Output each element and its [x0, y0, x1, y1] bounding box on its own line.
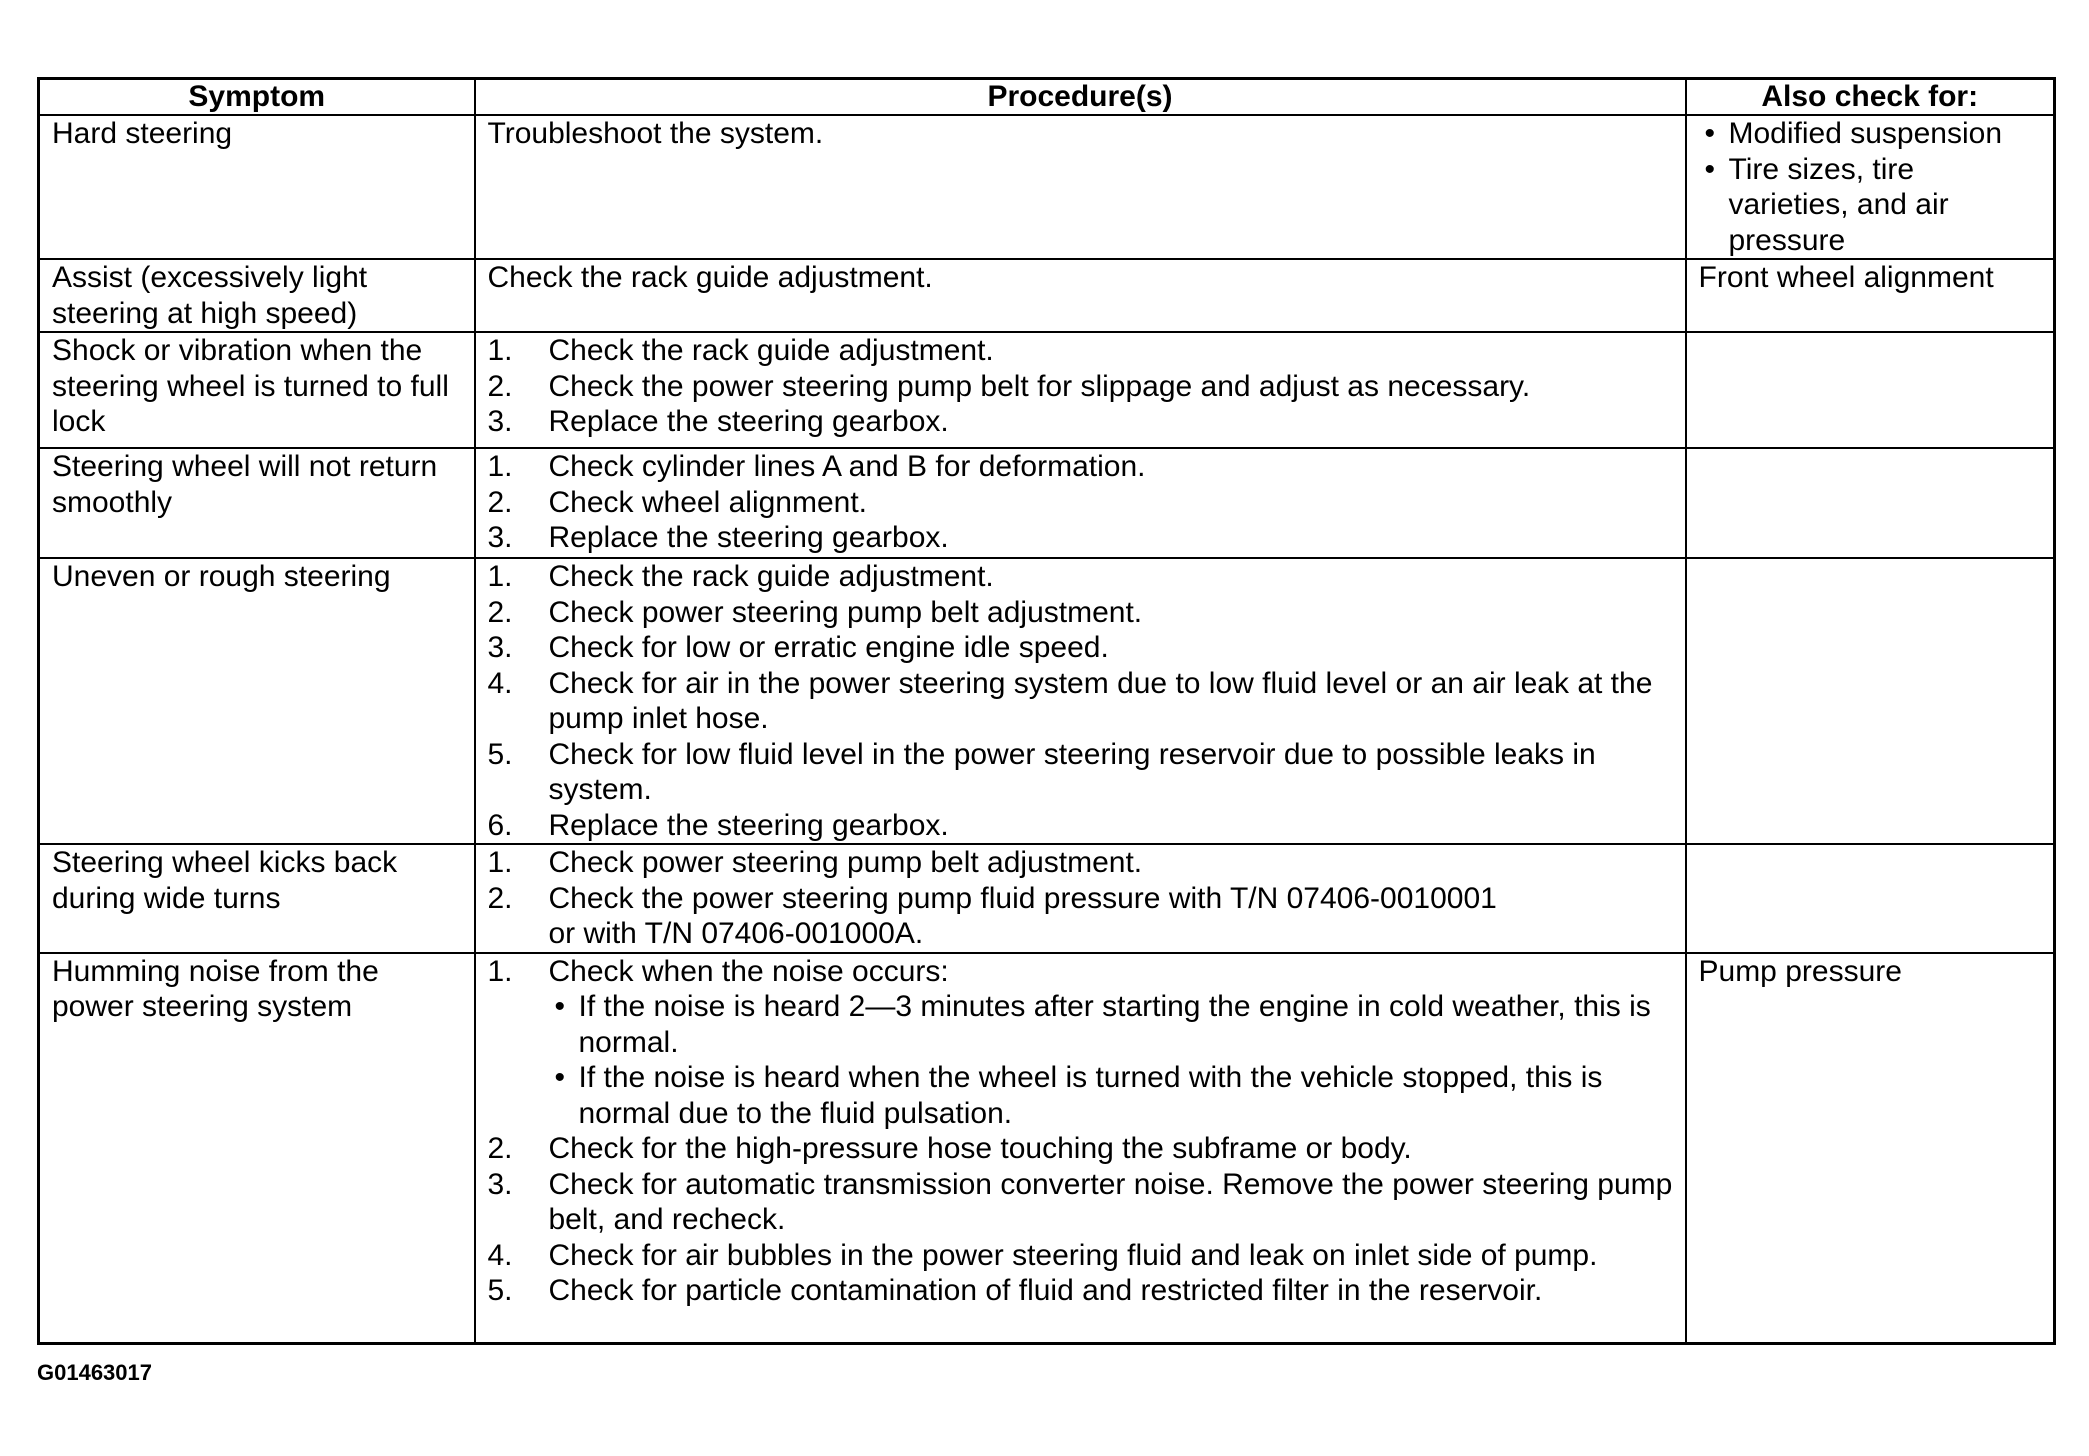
step-number: 5. [487, 737, 513, 771]
procedure-cell [475, 332, 1686, 448]
list-item [488, 1167, 1673, 1238]
also-check-cell: Pump pressure [1686, 953, 2055, 1344]
also-check-cell [1686, 332, 2055, 448]
step-text: Replace the steering gearbox. [548, 808, 949, 842]
step-text: Check the rack guide adjustment. [548, 560, 994, 593]
list-item [488, 737, 1673, 808]
troubleshooting-table [37, 77, 2056, 1345]
list-item [488, 449, 1673, 485]
step-text: Check for air bubbles in the power steering fluid and leak on inlet side of pump. [548, 1238, 1598, 1272]
table-row [39, 844, 2055, 953]
step-text: Check for automatic transmission converter noise. Remove the power steering pump belt, and recheck. [548, 1167, 1673, 1236]
symptom-cell: Steering wheel kicks back during wide turns [39, 844, 475, 953]
step-text: Check for air in the power steering system due to low fluid level or an air leak at the pump inlet hose. [548, 666, 1653, 735]
list-item [488, 845, 1673, 881]
also-check-list [1699, 116, 2042, 258]
also-check-cell [1686, 448, 2055, 558]
list-item [488, 954, 1673, 1132]
step-text: Check when the noise occurs: [548, 954, 949, 988]
step-text: Check the rack guide adjustment. [548, 334, 994, 367]
step-number: 4. [487, 1238, 513, 1272]
step-number: 2. [487, 485, 513, 519]
header-procedures: Procedure(s) [475, 79, 1686, 116]
step-text: Check for particle contamination of fluid and restricted filter in the reservoir. [548, 1274, 1543, 1307]
step-number: 5. [487, 1274, 513, 1307]
step-text: Check cylinder lines A and B for deformation. [548, 450, 1146, 483]
also-check-cell: Front wheel alignment [1686, 259, 2055, 332]
list-item [488, 485, 1673, 521]
list-item: • Tire sizes, tire varieties, and air pressure [1699, 152, 2042, 259]
list-item [488, 666, 1673, 737]
procedure-list [488, 845, 1673, 952]
step-text: Replace the steering gearbox. [548, 405, 949, 438]
step-number: 1. [487, 846, 513, 879]
table-header-row [39, 79, 2055, 116]
list-item [488, 559, 1673, 595]
symptom-cell: Assist (excessively light steering at high speed) [39, 259, 475, 332]
procedure-cell [475, 448, 1686, 558]
list-item [488, 333, 1673, 369]
symptom-cell: Hard steering [39, 115, 475, 259]
procedure-cell [475, 558, 1686, 844]
list-item [488, 1273, 1673, 1309]
list-item [488, 369, 1673, 405]
procedure-cell [475, 844, 1686, 953]
step-text: Check for low fluid level in the power steering reservoir due to possible leaks in system. [548, 737, 1596, 806]
step-number: 3. [487, 521, 513, 554]
symptom-cell: Steering wheel will not return smoothly [39, 448, 475, 558]
table-row [39, 332, 2055, 448]
step-number: 1. [487, 450, 513, 483]
step-text: Check the power steering pump fluid pressure with T/N 07406-0010001 [548, 881, 1497, 915]
step-text: Check power steering pump belt adjustment. [548, 846, 1143, 879]
also-check-cell [1686, 844, 2055, 953]
table-row [39, 953, 2055, 1344]
step-number: 3. [487, 405, 513, 438]
header-also-check: Also check for: [1686, 79, 2055, 116]
list-item [488, 595, 1673, 631]
list-item: • Modified suspension [1699, 116, 2042, 152]
step-number: 2. [487, 369, 513, 403]
header-symptom: Symptom [39, 79, 475, 116]
list-item [488, 808, 1673, 844]
symptom-cell: Shock or vibration when the steering wheel is turned to full lock [39, 332, 475, 448]
also-check-cell [1686, 115, 2055, 259]
list-item [488, 520, 1673, 556]
procedure-list [488, 333, 1673, 440]
step-text: Check power steering pump belt adjustment. [548, 595, 1143, 629]
procedure-cell: Troubleshoot the system. [475, 115, 1686, 259]
also-check-cell [1686, 558, 2055, 844]
list-item [488, 404, 1673, 440]
list-item [488, 630, 1673, 666]
step-number: 3. [487, 631, 513, 664]
step-text: Check wheel alignment. [548, 485, 868, 519]
procedure-list [488, 559, 1673, 843]
step-number: 1. [487, 334, 513, 367]
step-number: 1. [487, 954, 513, 988]
step-text: Replace the steering gearbox. [548, 521, 949, 554]
procedure-cell [475, 953, 1686, 1344]
step-number: 6. [487, 808, 513, 842]
step-text: Check the power steering pump belt for slippage and adjust as necessary. [548, 369, 1531, 403]
step-number: 2. [487, 881, 513, 915]
procedure-list [488, 954, 1673, 1309]
list-item [488, 881, 1673, 952]
step-number: 2. [487, 595, 513, 629]
step-text: Check for low or erratic engine idle speed. [548, 631, 1109, 664]
symptom-cell: Humming noise from the power steering system [39, 953, 475, 1344]
step-number: 3. [487, 1167, 513, 1201]
step-number: 2. [487, 1132, 513, 1165]
procedure-list [488, 449, 1673, 556]
table-row [39, 115, 2055, 259]
symptom-cell: Uneven or rough steering [39, 558, 475, 844]
figure-id: G01463017 [37, 1360, 152, 1385]
step-number: 4. [487, 666, 513, 700]
table-row [39, 259, 2055, 332]
step-text: Check for the high-pressure hose touching the subframe or body. [548, 1132, 1412, 1165]
list-item [488, 1238, 1673, 1274]
step-number: 1. [487, 560, 513, 593]
sub-bullet-list [549, 989, 1673, 1131]
list-item [488, 1131, 1673, 1167]
procedure-cell: Check the rack guide adjustment. [475, 259, 1686, 332]
table-row [39, 448, 2055, 558]
table-row [39, 558, 2055, 844]
list-item: • If the noise is heard 2—3 minutes after starting the engine in cold weather, this is normal. [549, 989, 1673, 1060]
step-text-continued: or with T/N 07406-001000A. [548, 917, 924, 950]
list-item: • If the noise is heard when the wheel is turned with the vehicle stopped, this is normal due to the fluid pulsation. [549, 1060, 1673, 1131]
